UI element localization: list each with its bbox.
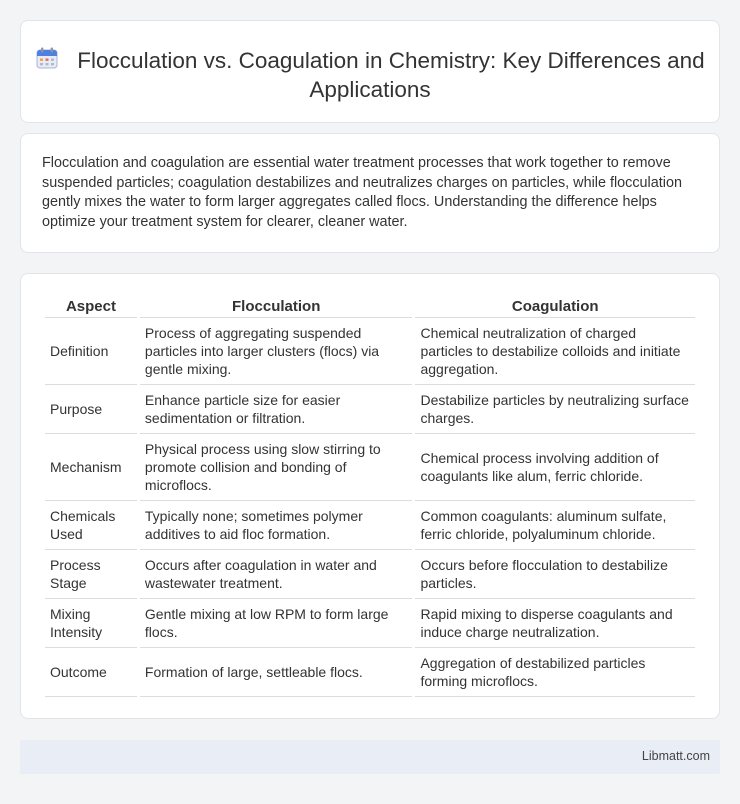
row-flocculation: Gentle mixing at low RPM to form large flocs.	[140, 599, 413, 648]
row-aspect: Mixing Intensity	[45, 599, 137, 648]
intro-paragraph: Flocculation and coagulation are essential water treatment processes that work together to remove suspended particles; coagulation destabilizes and neutralizes charges on particles, while flocculation gently mixes the water to form larger aggregates called flocs. Understanding the difference helps optimize your treatment system for clearer, cleaner water.	[42, 155, 682, 230]
header-flocculation: Flocculation	[140, 292, 413, 318]
row-flocculation: Enhance particle size for easier sedimentation or filtration.	[140, 385, 413, 434]
intro-card	[20, 133, 720, 253]
row-coagulation: Chemical neutralization of charged particles to destabilize colloids and initiate aggregation.	[415, 318, 695, 385]
row-aspect: Chemicals Used	[45, 501, 137, 550]
header-aspect: Aspect	[45, 292, 137, 318]
row-coagulation: Destabilize particles by neutralizing surface charges.	[415, 385, 695, 434]
page-title: Flocculation vs. Coagulation in Chemistry: Key Differences and Applications	[77, 48, 705, 102]
row-coagulation: Chemical process involving addition of coagulants like alum, ferric chloride.	[415, 434, 695, 501]
row-aspect: Mechanism	[45, 434, 137, 501]
table-row	[45, 648, 695, 697]
row-flocculation: Process of aggregating suspended particles into larger clusters (flocs) via gentle mixing.	[140, 318, 413, 385]
row-coagulation: Common coagulants: aluminum sulfate, ferric chloride, polyaluminum chloride.	[415, 501, 695, 550]
row-flocculation: Typically none; sometimes polymer additives to aid floc formation.	[140, 501, 413, 550]
title-card	[20, 20, 720, 123]
header-coagulation: Coagulation	[415, 292, 695, 318]
row-aspect: Purpose	[45, 385, 137, 434]
calendar-icon	[35, 46, 59, 70]
row-coagulation: Occurs before flocculation to destabilize particles.	[415, 550, 695, 599]
row-aspect: Definition	[45, 318, 137, 385]
row-coagulation: Aggregation of destabilized particles forming microflocs.	[415, 648, 695, 697]
table-row	[45, 550, 695, 599]
row-aspect: Outcome	[45, 648, 137, 697]
table-row	[45, 318, 695, 385]
row-aspect: Process Stage	[45, 550, 137, 599]
row-flocculation: Physical process using slow stirring to promote collision and bonding of microflocs.	[140, 434, 413, 501]
page-title-wrap	[21, 46, 719, 104]
table-row	[45, 434, 695, 501]
table-header-row	[45, 292, 695, 318]
footer-site-link[interactable]: Libmatt.com	[641, 749, 710, 763]
row-flocculation: Formation of large, settleable flocs.	[140, 648, 413, 697]
row-coagulation: Rapid mixing to disperse coagulants and induce charge neutralization.	[415, 599, 695, 648]
comparison-table	[42, 292, 698, 697]
table-row	[45, 599, 695, 648]
table-row	[45, 501, 695, 550]
table-row	[45, 385, 695, 434]
row-flocculation: Occurs after coagulation in water and wastewater treatment.	[140, 550, 413, 599]
comparison-card	[20, 273, 720, 719]
footer-bar	[20, 740, 720, 774]
